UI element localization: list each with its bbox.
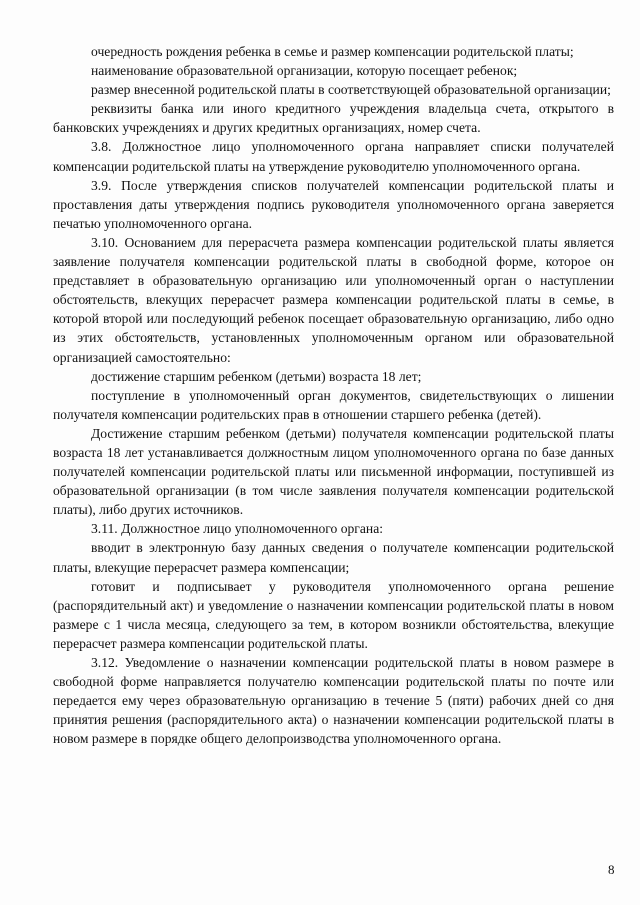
paragraph-organization-name: наименование образовательной организации, которую посещает ребенок; bbox=[91, 63, 518, 79]
paragraph-deprivation-rights: поступление в уполномоченный орган документов, свидетельствующих о лишении получателя компенсации родительских прав в отношении старшего ребенка (детей). bbox=[53, 387, 614, 422]
paragraph-3-12: 3.12. Уведомление о назначении компенсации родительской платы в новом размере в свободной форме направляется получателю компенсации родительской платы по почте или передается ему через образовательную организацию в течение 5 (пяти) рабочих дней со дня принятия решения (распорядительного акта) о назначении компенсации родительской платы в новом размере в порядке общего делопроизводства уполномоченного органа. bbox=[53, 655, 614, 747]
paragraph-3-8: 3.8. Должностное лицо уполномоченного органа направляет списки получателей компенсации родительской платы на утверждение руководителю уполномоченного органа. bbox=[53, 139, 614, 174]
paragraph-bank-details: реквизиты банка или иного кредитного учреждения владельца счета, открытого в банковских учреждениях и других кредитных организациях, номер счета. bbox=[53, 101, 614, 136]
paragraph-3-11: 3.11. Должностное лицо уполномоченного органа: bbox=[91, 521, 383, 537]
paragraph-age-verification: Достижение старшим ребенком (детьми) получателя компенсации родительской платы возраста 18 лет устанавливается должностным лицом уполномоченного органа по базе данных получателей компенсации родительской платы или письменной информации, поступившей из образовательной организации (в том числе заявления получателя компенсации родительской платы), либо других источников. bbox=[53, 425, 614, 518]
paragraph-birth-order: очередность рождения ребенка в семье и размер компенсации родительской платы; bbox=[91, 44, 574, 59]
page-number: 8 bbox=[608, 862, 615, 877]
paragraph-3-10: 3.10. Основанием для перерасчета размера компенсации родительской платы является заявление получателя компенсации родительской платы в свободной форме, которое он представляет в образовательную организацию или уполномоченный орган о наступлении обстоятельств, влекущих перерасчет размера компенсации родительской платы в семье, в которой второй или последующий ребенок посещает образовательную организацию, либо одно из этих обстоятельств, установленных уполномоченным органом или образовательной организацией самостоятельно: bbox=[53, 234, 614, 365]
paragraph-fee-amount: размер внесенной родительской платы в соответствующей образовательной организации; bbox=[91, 82, 611, 98]
document-body bbox=[53, 42, 614, 748]
paragraph-enter-database: вводит в электронную базу данных сведения о получателе компенсации родительской платы, влекущие перерасчет размера компенсации; bbox=[53, 540, 614, 575]
paragraph-3-9: 3.9. После утверждения списков получателей компенсации родительской платы и проставления даты утверждения подпись руководителя уполномоченного органа заверяется печатью уполномоченного органа. bbox=[53, 177, 614, 231]
paragraph-age-18: достижение старшим ребенком (детьми) возраста 18 лет; bbox=[91, 368, 422, 384]
paragraph-prepare-decision: готовит и подписывает у руководителя уполномоченного органа решение (распорядительный акт) и уведомление о назначении компенсации родительской платы в новом размере с 1 числа месяца, следующего за тем, в котором возникли обстоятельства, влекущие перерасчет размера компенсации родительской платы. bbox=[53, 578, 614, 651]
